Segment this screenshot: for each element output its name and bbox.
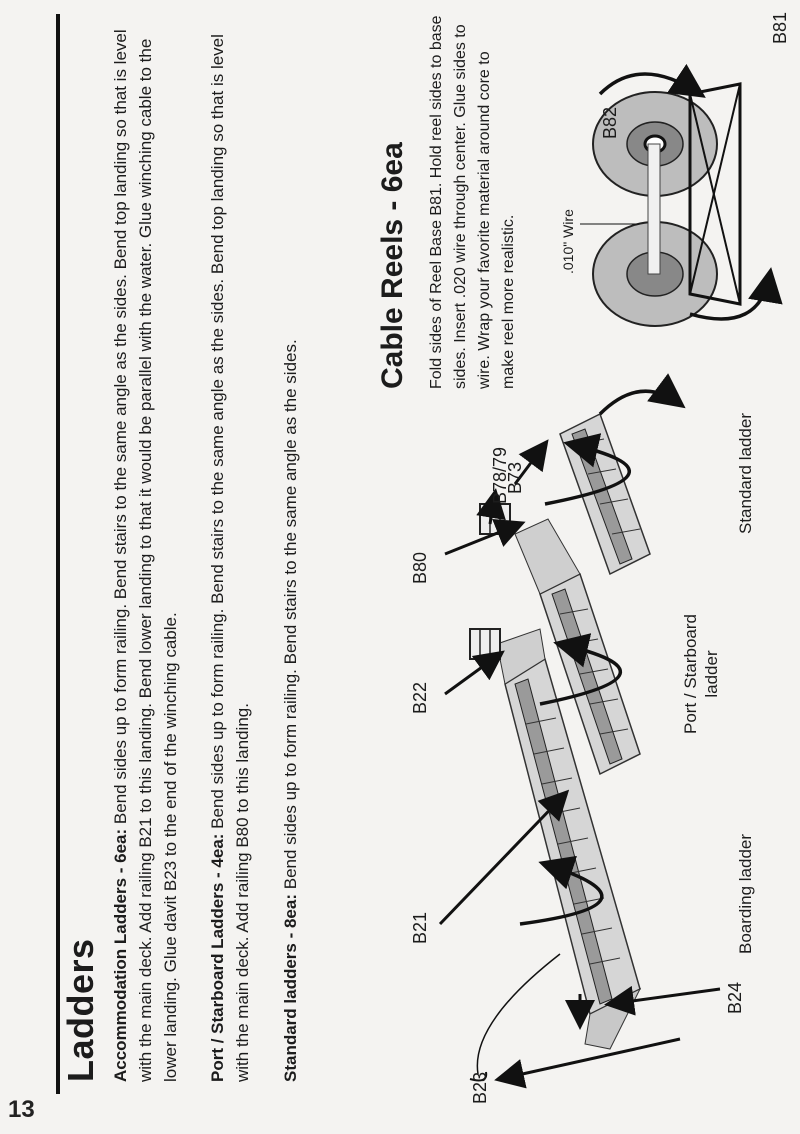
paragraph-text: Bend sides up to form railing. Bend stairs to the same angle as the sides. Bend top landing so that is level with the main deck. Add railing B80 to this landing. [208, 34, 252, 1082]
standard-ladder-drawing [545, 391, 680, 574]
caption-line: Port / Starboard [681, 613, 700, 734]
cable-reels-instructions: Fold sides of Reel Base B81. Hold reel sides to base sides. Insert .020 wire through center. Glue sides to wire. Wrap your favorite material around core to make reel more realistic. [428, 15, 517, 389]
part-label-b73: B73 [505, 461, 525, 494]
page-number: 13 [8, 1096, 35, 1123]
paragraph-lead: Standard ladders - 8ea: [281, 893, 300, 1082]
paragraph-lead: Accommodation Ladders - 6ea: [111, 828, 130, 1082]
part-label-b80: B80 [410, 551, 430, 584]
paragraph-lead: Port / Starboard Ladders - 4ea: [208, 833, 227, 1082]
part-label-b78-79: B78/79 [490, 446, 510, 504]
caption-standard-ladder: Standard ladder [736, 413, 755, 534]
part-label-b23: B23 [470, 1071, 490, 1104]
page-title: Ladders [60, 938, 101, 1082]
paragraph-text: Bend sides up to form railing. Bend stairs to the same angle as the sides. [281, 339, 300, 894]
caption-line: ladder [702, 650, 721, 698]
caption-boarding-ladder: Boarding ladder [736, 833, 755, 954]
part-label-b81: B81 [770, 11, 790, 44]
leader-lines [440, 444, 720, 1079]
cable-reels-title: Cable Reels - 6ea [376, 142, 409, 389]
part-label-b21: B21 [410, 911, 430, 944]
caption-port-starboard-ladder [680, 614, 722, 734]
wire-label: .010" Wire [560, 209, 576, 274]
part-label-b24: B24 [725, 981, 745, 1014]
paragraph-text: Bend sides up to form railing. Bend stairs to the same angle as the sides. Bend top landing so that is level with the main deck. Add railing B21 to this landing. Bend lower landing to that it would be parallel with the water. Glue winching cable to the lower landing. Glue davit B23 to the end of the winching cable. [111, 29, 180, 1082]
part-label-b22: B22 [410, 681, 430, 714]
part-label-b82: B82 [600, 106, 620, 139]
